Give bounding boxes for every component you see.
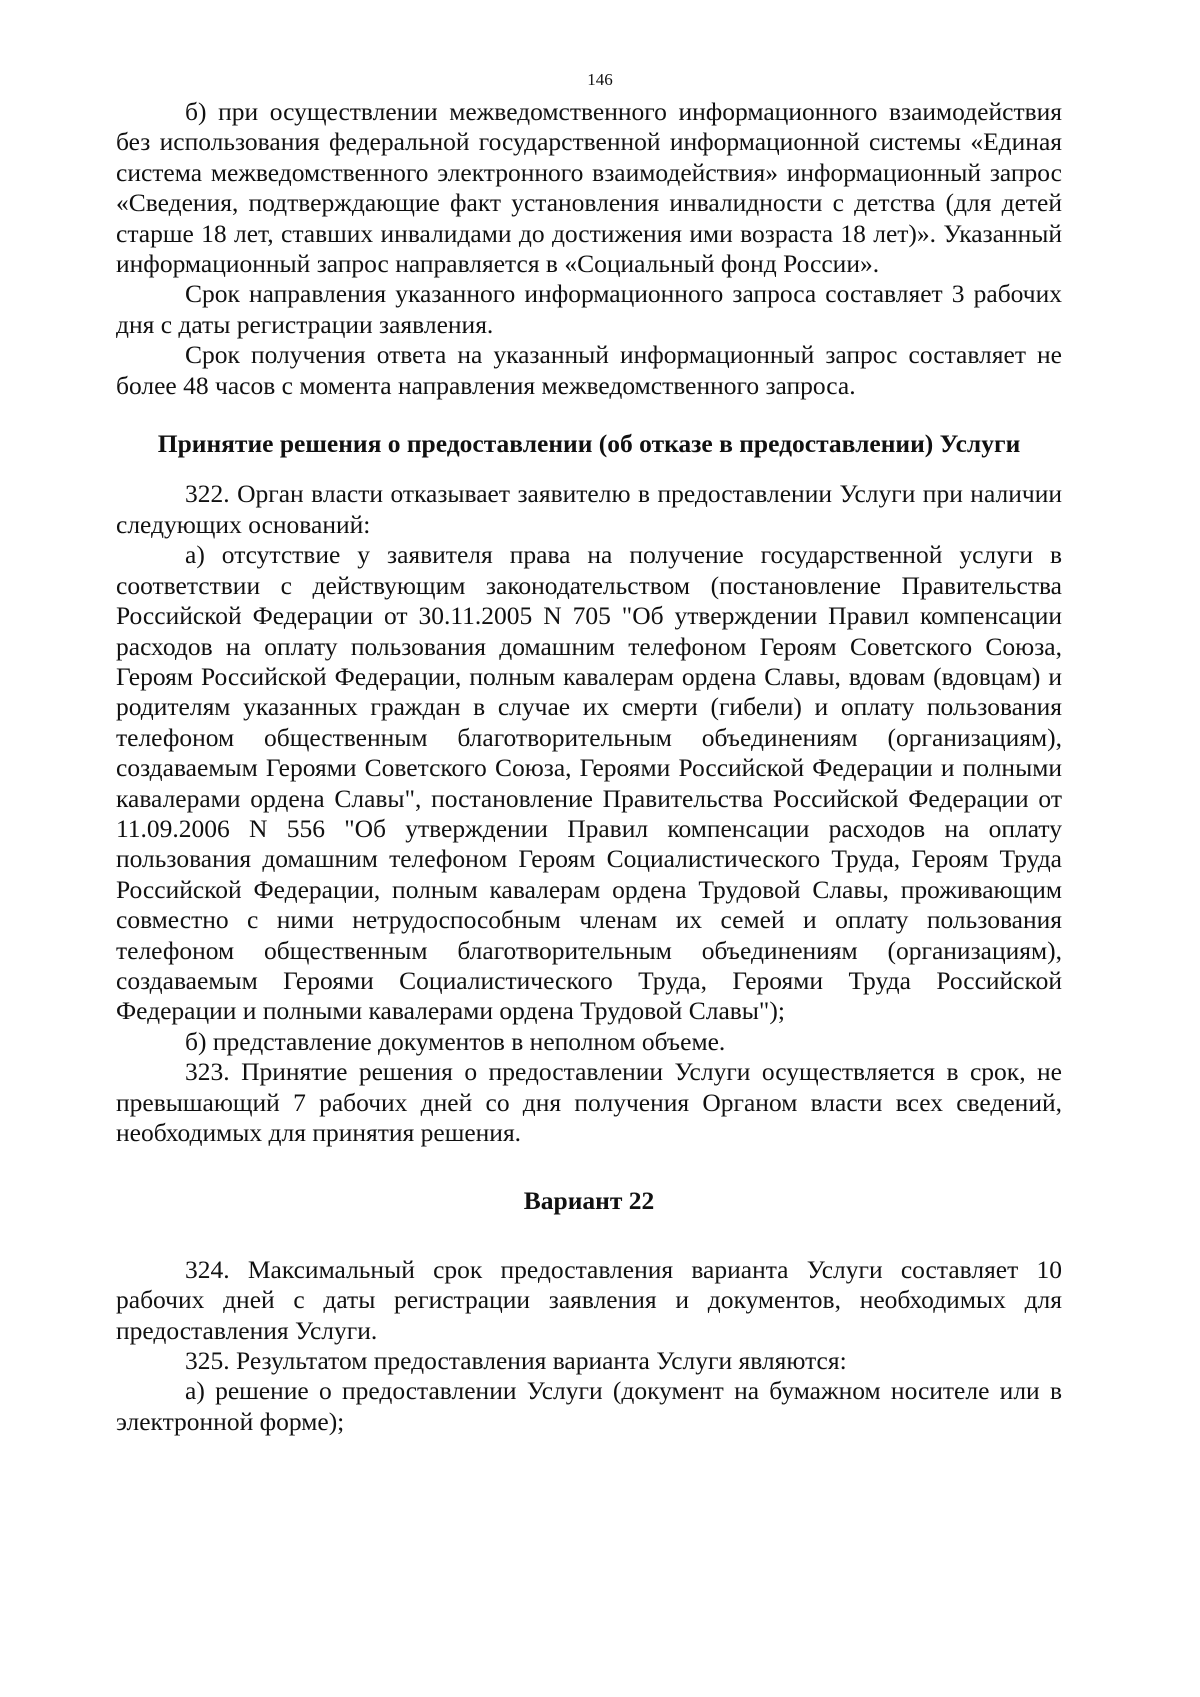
paragraph-322: 322. Орган власти отказывает заявителю в предоставлении Услуги при наличии следующих оснований: <box>116 479 1062 539</box>
document-body <box>116 97 1062 1437</box>
paragraph-325: 325. Результатом предоставления варианта Услуги являются: <box>185 1346 847 1376</box>
paragraph-325-a: а) решение о предоставлении Услуги (документ на бумажном носителе или в электронной форме); <box>116 1376 1062 1436</box>
section-heading-variant-22: Вариант 22 <box>523 1186 655 1216</box>
paragraph-request-deadline: Срок направления указанного информационного запроса составляет 3 рабочих дня с даты регистрации заявления. <box>116 279 1062 339</box>
paragraph-322-b: б) представление документов в неполном объеме. <box>185 1026 726 1056</box>
paragraph-322-a: а) отсутствие у заявителя права на получение государственной услуги в соответствии с действующим законодательством (постановление Правительства Российской Федерации от 30.11.2005 N 705 "Об утверждении Правил компенсации расходов на оплату пользования домашним телефоном Героям Советского Союза, Героям Российской Федерации, полным кавалерам ордена Славы, вдовам (вдовцам) и родителям указанных граждан в случае их смерти (гибели) и оплату пользования телефоном общественным благотворительным объединениям (организациям), создаваемым Героями Советского Союза, Героями Российской Федерации и полными кавалерами ордена Славы", постановление Правительства Российской Федерации от 11.09.2006 N 556 "Об утверждении Правил компенсации расходов на оплату пользования домашним телефоном Героям Социалистического Труда, Героям Труда Российской Федерации, полным кавалерам ордена Трудовой Славы, проживающим совместно с ними нетрудоспособным членам их семей и оплату пользования телефоном общественным благотворительным объединениям (организациям), создаваемым Героями Социалистического Труда, Героями Труда Российской Федерации и полными кавалерами ордена Трудовой Славы"); <box>116 540 1062 1026</box>
paragraph-response-deadline: Срок получения ответа на указанный информационный запрос составляет не более 48 часов с момента направления межведомственного запроса. <box>116 340 1062 400</box>
paragraph-324: 324. Максимальный срок предоставления варианта Услуги составляет 10 рабочих дней с даты регистрации заявления и документов, необходимых для предоставления Услуги. <box>116 1254 1062 1345</box>
page-number: 146 <box>587 70 613 89</box>
paragraph-interagency-request: б) при осуществлении межведомственного информационного взаимодействия без использования федеральной государственной информационной системы «Единая система межведомственного электронного взаимодействия» информационный запрос «Сведения, подтверждающие факт установления инвалидности с детства (для детей старше 18 лет, ставших инвалидами до достижения ими возраста 18 лет)». Указанный информационный запрос направляется в «Социальный фонд России». <box>116 97 1062 279</box>
section-heading-decision: Принятие решения о предоставлении (об отказе в предоставлении) Услуги <box>157 429 1021 459</box>
paragraph-323: 323. Принятие решения о предоставлении Услуги осуществляется в срок, не превышающий 7 рабочих дней со дня получения Органом власти всех сведений, необходимых для принятия решения. <box>116 1057 1062 1147</box>
